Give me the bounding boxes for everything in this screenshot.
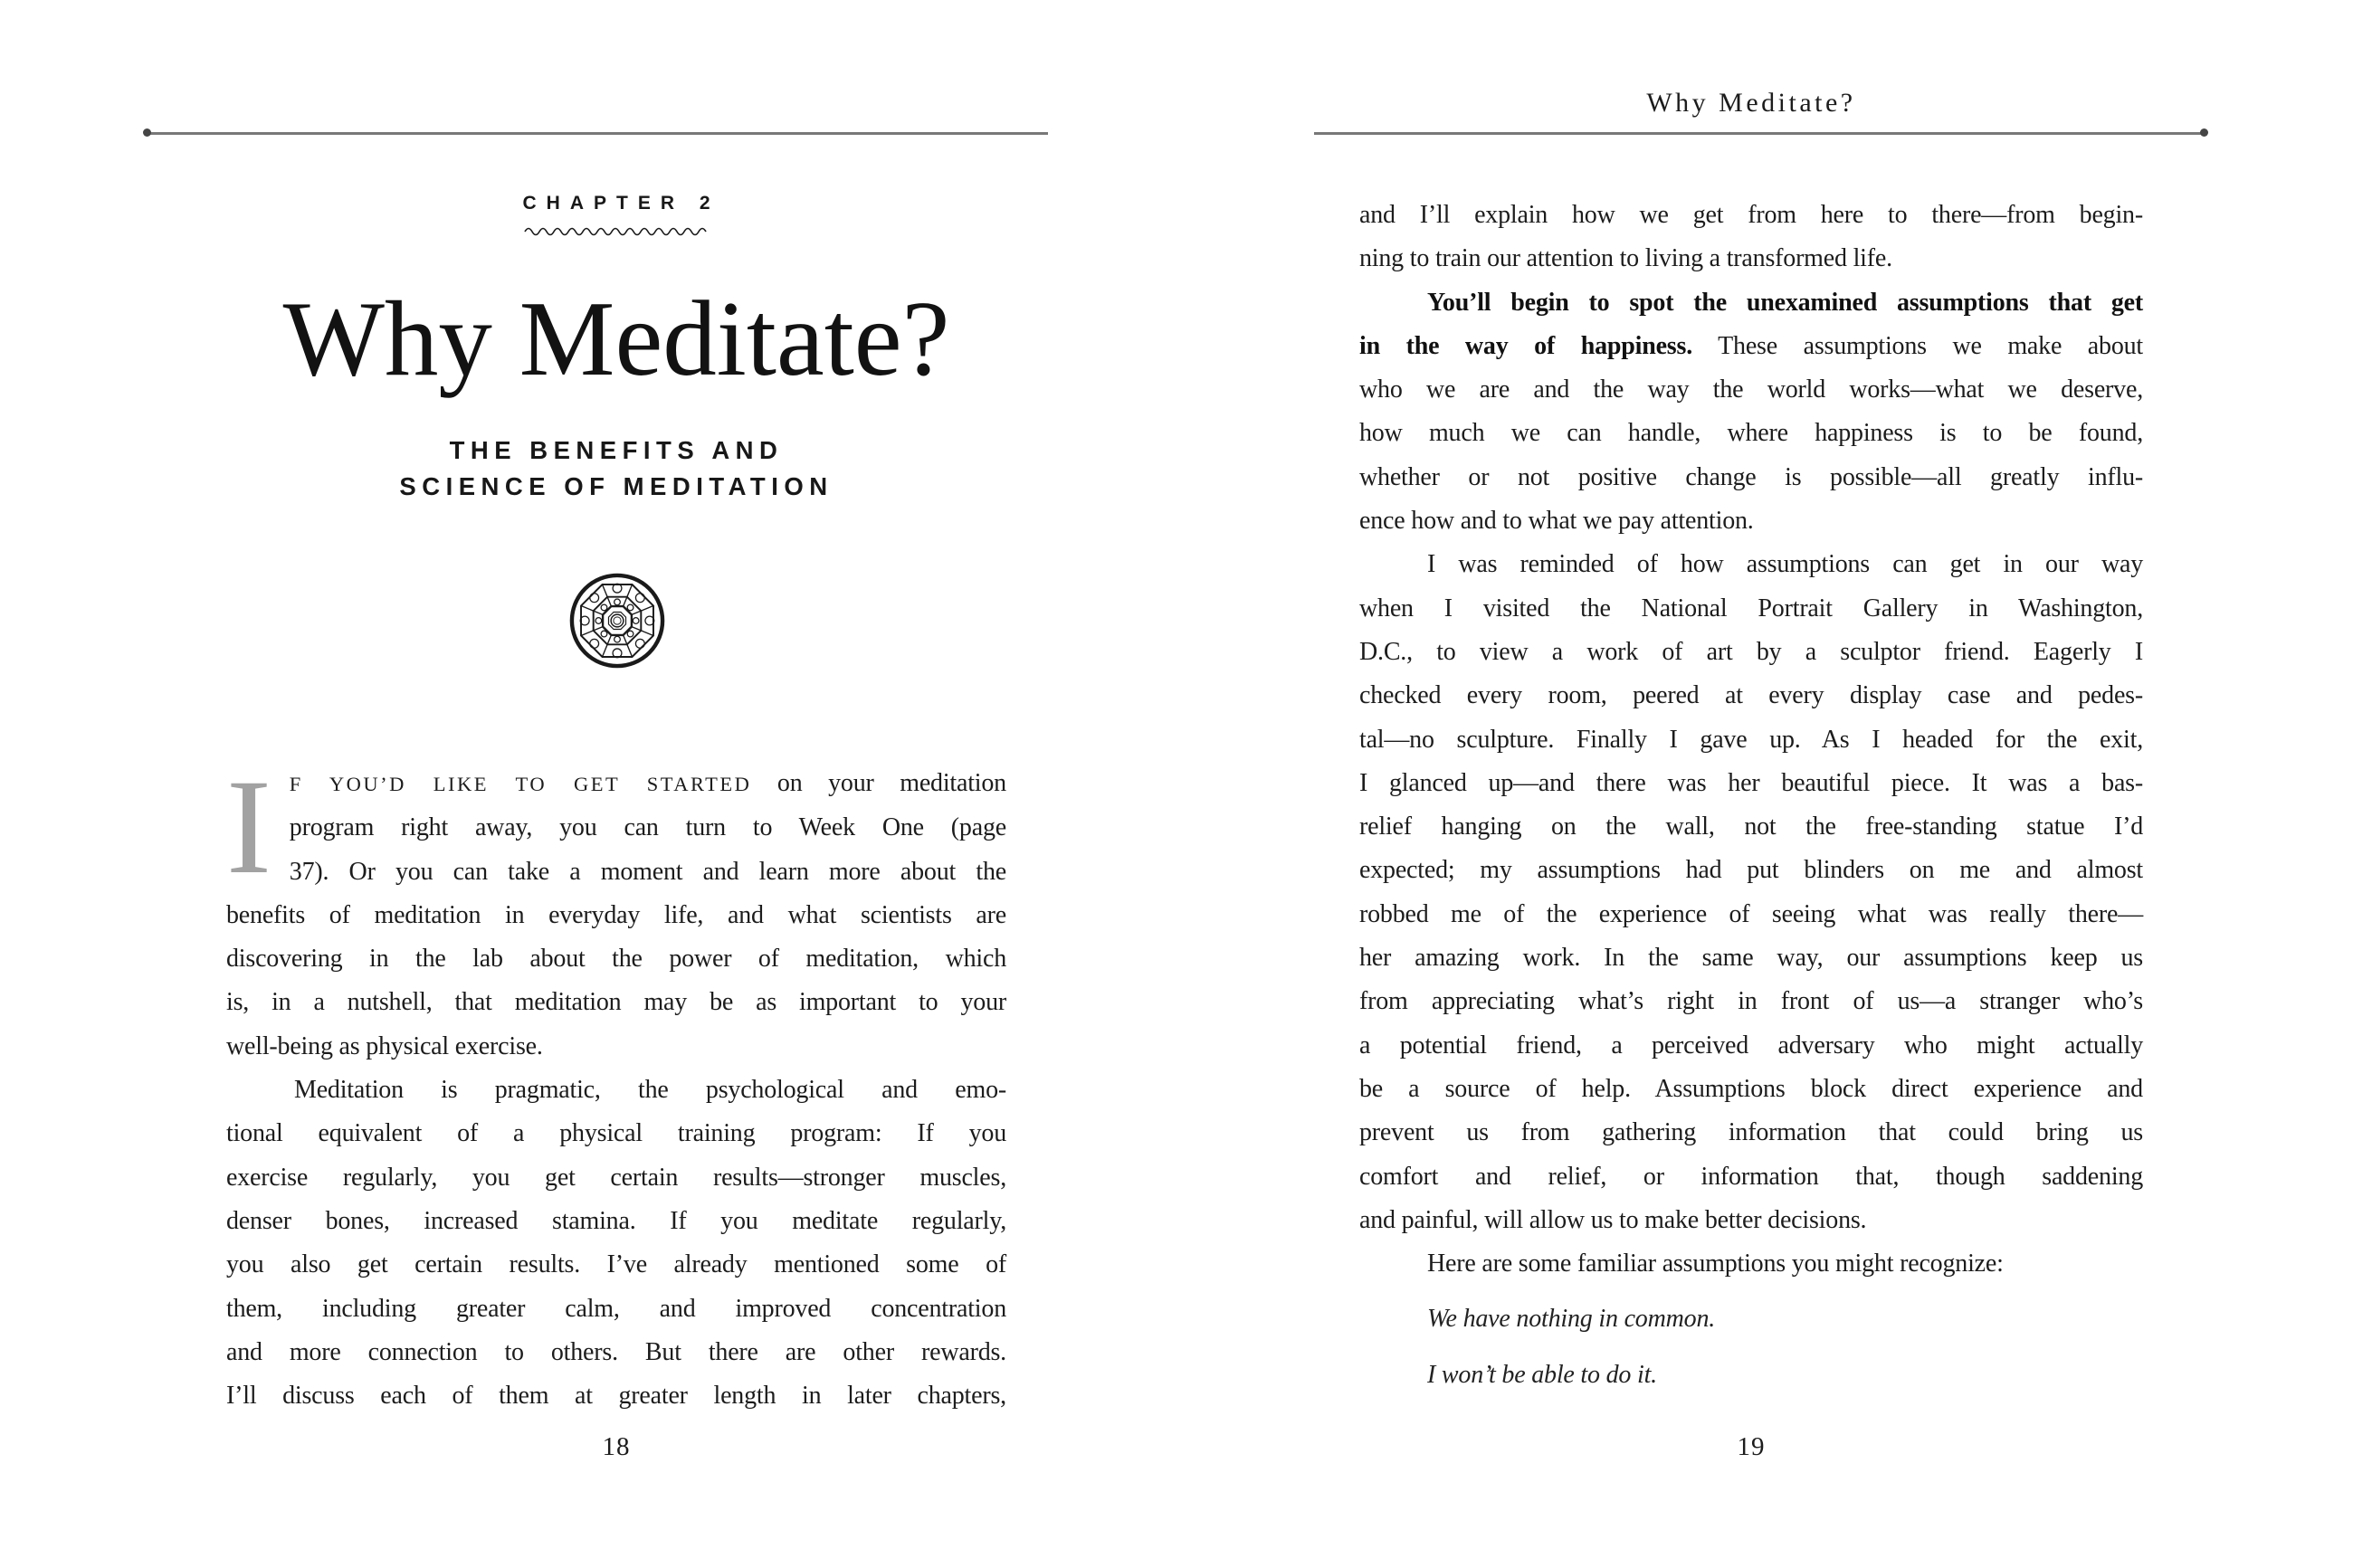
left-rule-end-dot [143, 128, 151, 137]
left-page-body [226, 752, 1006, 1418]
text-line [226, 762, 1006, 806]
text-line: relief hanging on the wall, not the free-standing statue I’d [1359, 813, 2143, 841]
text-line: from appreciating what’s right in front of us—a stranger who’s [1359, 987, 2143, 1016]
text-line: robbed me of the experience of seeing what was really there— [1359, 899, 2143, 928]
text-line: benefits of meditation in everyday life, and what scientists are [226, 900, 1006, 929]
text-line: ning to train our attention to living a transformed life. [1359, 244, 1892, 273]
text-line: denser bones, increased stamina. If you meditate regularly, [226, 1206, 1006, 1235]
text-line: well-being as physical exercise. [226, 1031, 543, 1060]
text-line: expected; my assumptions had put blinders on me and almost [1359, 856, 2143, 885]
text-line: prevent us from gathering information that could bring us [1359, 1118, 2143, 1147]
assumption-quote: I won’t be able to do it. [1427, 1360, 1657, 1389]
text-line: is, in a nutshell, that meditation may be as important to your [226, 988, 1006, 1017]
text-line: who we are and the way the world works—what we deserve, [1359, 375, 2143, 404]
text-line: and I’ll explain how we get from here to there—from begin- [1359, 201, 2143, 229]
right-header-rule [1314, 132, 2205, 135]
running-header: Why Meditate? [1646, 88, 1856, 118]
text-line: exercise regularly, you get certain results—stronger muscles, [226, 1163, 1006, 1192]
text-line-bold: You’ll begin to spot the unexamined assumptions that get [1427, 288, 2143, 317]
text-line: comfort and relief, or information that, though saddening [1359, 1162, 2143, 1191]
text-line: Here are some familiar assumptions you might recognize: [1427, 1250, 2004, 1278]
text-line: discovering in the lab about the power of meditation, which [226, 945, 1006, 974]
text-line: be a source of help. Assumptions block direct experience and [1359, 1074, 2143, 1103]
text-span: on your meditation [751, 769, 1006, 797]
text-line: whether or not positive change is possible—all greatly influ- [1359, 462, 2143, 491]
text-line: I was reminded of how assumptions can get in our way [1427, 550, 2143, 579]
chapter-subtitle [226, 432, 1006, 505]
text-line: and more connection to others. But there are other rewards. [226, 1337, 1006, 1366]
left-header-rule [147, 132, 1048, 135]
text-line [1359, 325, 2143, 368]
text-line: D.C., to view a work of art by a sculptor friend. Eagerly I [1359, 637, 2143, 666]
chapter-label: CHAPTER 2 [522, 193, 720, 214]
right-page-body [1359, 194, 2143, 1397]
text-line: a potential friend, a perceived adversary who might actually [1359, 1031, 2143, 1060]
text-span: These assumptions we make about [1692, 331, 2143, 360]
chapter-title: Why Meditate? [282, 279, 950, 398]
left-page-number: 18 [602, 1432, 631, 1461]
text-line: how much we can handle, where happiness is to be found, [1359, 419, 2143, 448]
text-line: and painful, will allow us to make better decisions. [1359, 1205, 1867, 1234]
assumption-quote: We have nothing in common. [1427, 1305, 1716, 1334]
bold-span: in the way of happiness. [1359, 331, 1692, 360]
text-line: her amazing work. In the same way, our assumptions keep us [1359, 944, 2143, 973]
subtitle-line-1: THE BENEFITS AND [449, 436, 784, 464]
text-line: I glanced up—and there was her beautiful piece. It was a bas- [1359, 768, 2143, 797]
text-line: ence how and to what we pay attention. [1359, 507, 1754, 536]
small-caps-lead: F YOU’D LIKE TO GET STARTED [289, 773, 752, 795]
text-line: them, including greater calm, and improved concentration [226, 1294, 1006, 1323]
text-line: checked every room, peered at every display case and pedes- [1359, 681, 2143, 710]
right-page-number: 19 [1737, 1432, 1766, 1461]
squiggle-ornament-icon [523, 224, 711, 237]
right-rule-end-dot [2200, 128, 2208, 137]
text-line: I’ll discuss each of them at greater length in later chapters, [226, 1382, 1006, 1411]
drop-cap: I [226, 752, 272, 902]
text-line: tional equivalent of a physical training program: If you [226, 1119, 1006, 1148]
text-line: tal—no sculpture. Finally I gave up. As I headed for the exit, [1359, 725, 2143, 754]
text-line: 37). Or you can take a moment and learn more about the [289, 857, 1006, 886]
text-line: when I visited the National Portrait Gallery in Washington, [1359, 594, 2143, 622]
text-line: Meditation is pragmatic, the psychological and emo- [294, 1076, 1006, 1105]
text-line: you also get certain results. I’ve already mentioned some of [226, 1250, 1006, 1279]
medallion-ornament-icon [568, 572, 666, 670]
text-line: program right away, you can turn to Week One (page [289, 813, 1006, 842]
subtitle-line-2: SCIENCE OF MEDITATION [399, 472, 834, 500]
